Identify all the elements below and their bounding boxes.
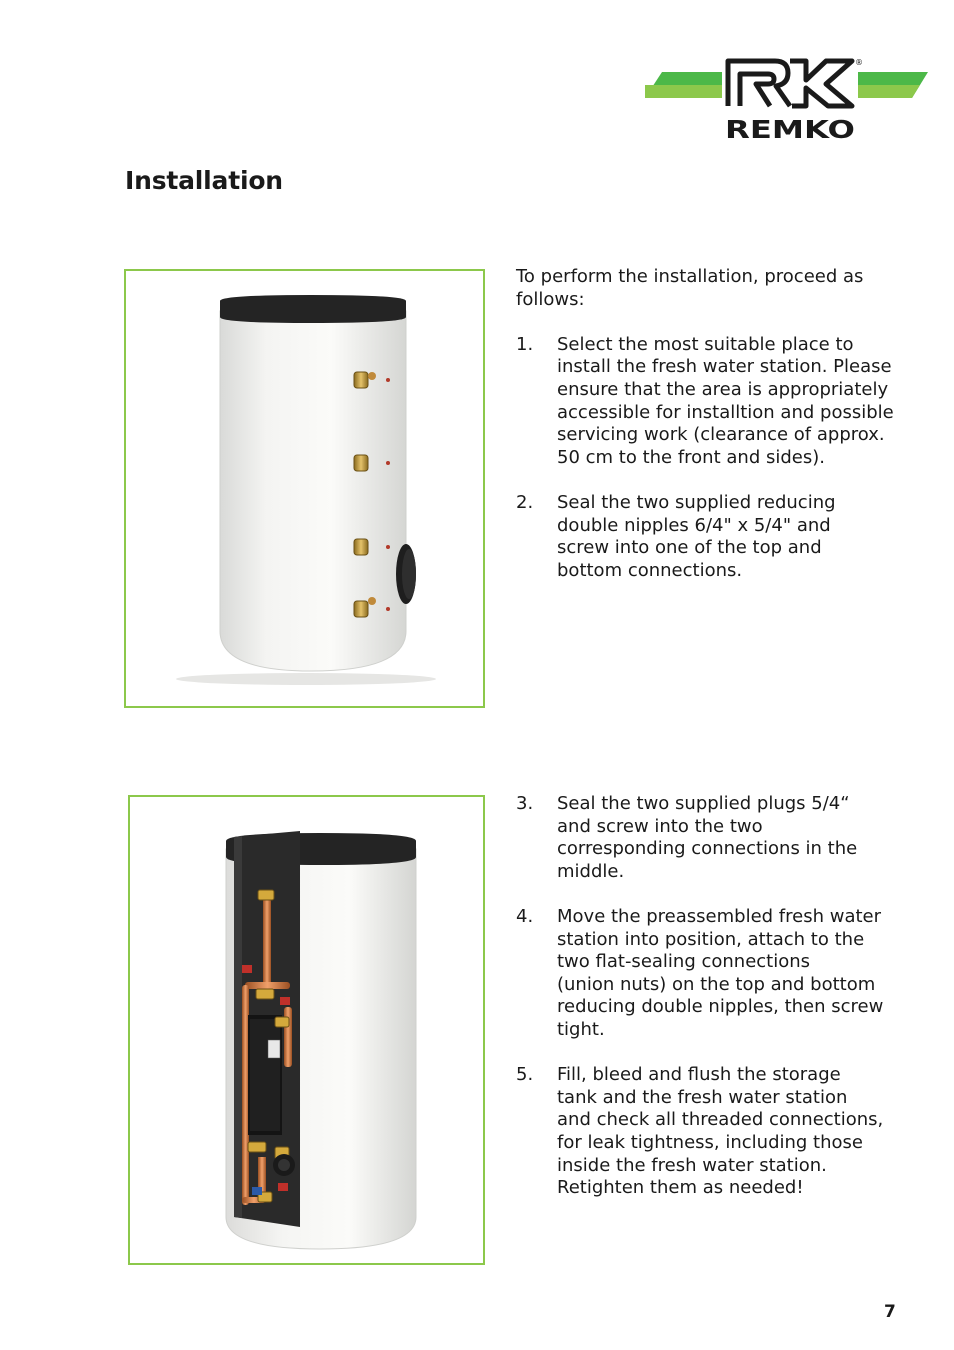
installation-section-1 (516, 266, 896, 605)
intro-text: To perform the installation, proceed as follows: (516, 266, 864, 310)
registered-mark: ® (855, 58, 863, 67)
step-text: Seal the two supplied reducing double nipples 6/4" x 5/4" and screw into one of the top and bottom connections. (557, 491, 836, 581)
step-number: 5. (516, 1064, 534, 1086)
fresh-water-station-photo (128, 795, 485, 1265)
fresh-water-station-illustration (130, 797, 483, 1263)
remko-logo (640, 52, 932, 144)
step-number: 3. (516, 793, 534, 814)
logo-left-bar-light (645, 85, 722, 98)
step-text: Select the most suitable place to install the fresh water station. Please ensure that the area is appropriately accessible for installtion and possible servicing work (clearance of approx. 50 cm to the front and sides). (557, 333, 894, 468)
step-text: Fill, bleed and flush the storage tank and the fresh water station and check all threaded connections, for leak tightness, including those inside the fresh water station. Retighten them as needed! (557, 1064, 884, 1199)
step-2 (516, 492, 896, 582)
storage-tank-photo (124, 269, 485, 708)
page-title: Installation (125, 166, 283, 195)
step-1 (516, 334, 896, 470)
installation-section-2 (516, 793, 896, 1222)
storage-tank-illustration (126, 271, 483, 706)
step-number: 4. (516, 905, 534, 927)
step-3 (516, 793, 896, 883)
remko-logo-graphic (640, 52, 932, 144)
logo-rk-emblem (728, 61, 852, 106)
step-text: Move the preassembled fresh water station into position, attach to the two flat-sealing connections (union nuts) on the top and bottom reducing double nipples, then screw tight. (557, 905, 884, 1040)
page-number: 7 (884, 1302, 896, 1322)
step-5 (516, 1064, 896, 1200)
logo-right-bar-light (858, 85, 920, 98)
step-number: 1. (516, 333, 534, 355)
step-4 (516, 906, 896, 1042)
step-number: 2. (516, 491, 534, 513)
logo-wordmark: REMKO (725, 115, 855, 144)
step-text: Seal the two supplied plugs 5/4“ and screw into the two corresponding connections in the middle. (557, 793, 858, 882)
